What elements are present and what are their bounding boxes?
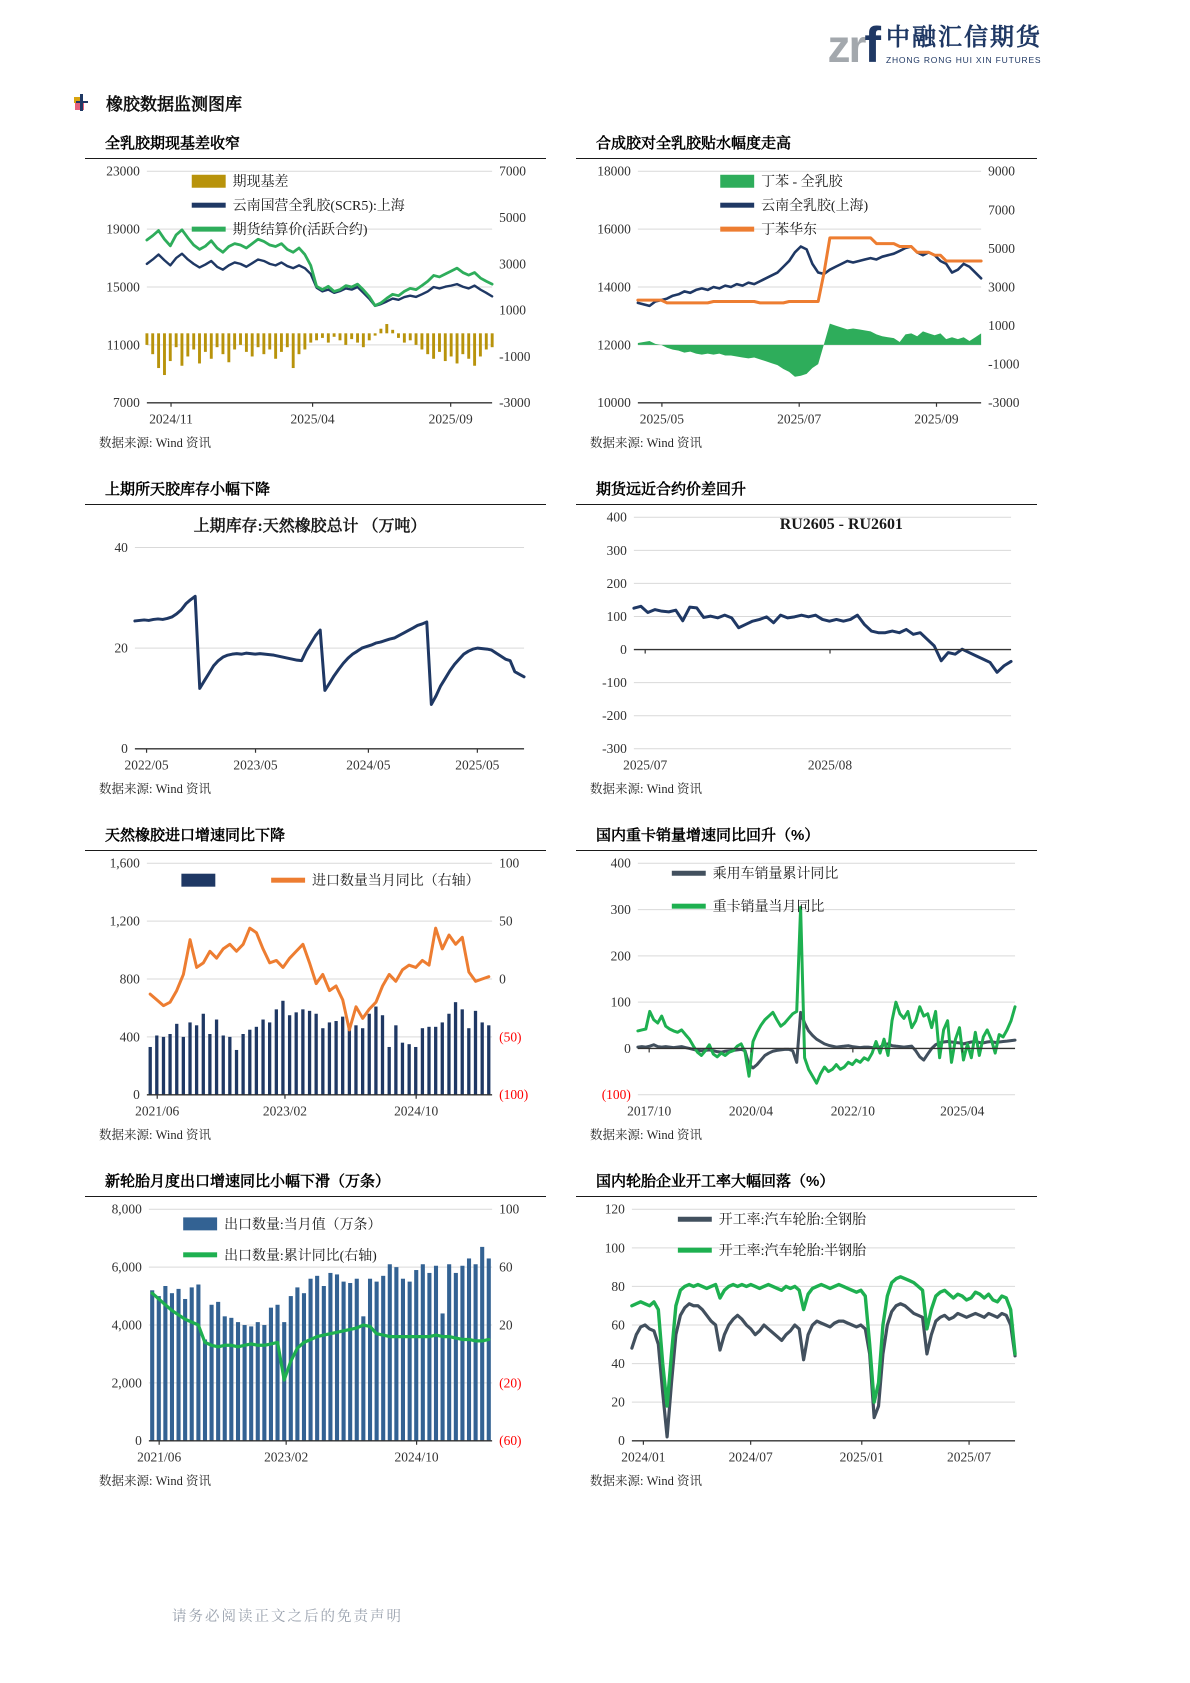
chart-plot [85,161,546,429]
bar-series [145,324,493,375]
svg-text:-3000: -3000 [499,395,531,411]
svg-text:16000: 16000 [597,221,631,237]
section-header [74,90,242,115]
svg-text:2022/05: 2022/05 [124,757,169,773]
svg-text:100: 100 [604,1240,625,1256]
svg-text:-200: -200 [602,708,627,724]
svg-text:2,000: 2,000 [111,1375,142,1391]
svg-text:0: 0 [133,1087,140,1103]
svg-text:RU2605 - RU2601: RU2605 - RU2601 [779,516,903,534]
svg-text:20: 20 [611,1394,625,1410]
svg-text:2024/07: 2024/07 [728,1449,773,1465]
svg-text:-1000: -1000 [988,356,1020,372]
line-series [147,254,492,306]
svg-text:2024/10: 2024/10 [394,1449,439,1465]
svg-text:100: 100 [499,855,520,871]
svg-text:进口数量当月同比（右轴）: 进口数量当月同比（右轴） [312,874,480,890]
data-source: 数据来源: Wind 资讯 [590,436,702,450]
svg-text:5000: 5000 [988,240,1016,256]
svg-text:40: 40 [611,1356,625,1372]
svg-text:23000: 23000 [106,163,140,179]
svg-text:0: 0 [620,642,627,658]
svg-text:15000: 15000 [106,279,140,295]
svg-text:100: 100 [499,1201,520,1217]
svg-text:丁苯 - 全乳胶: 丁苯 - 全乳胶 [761,175,843,191]
chart-plot [85,1199,546,1467]
chart-plot [576,161,1037,429]
chart-shfe-inventory [85,480,546,797]
chart-canvas [576,507,1037,775]
logo-chinese-name: 中融汇信期货 [886,24,1042,51]
svg-text:0: 0 [499,971,506,987]
svg-text:(50): (50) [499,1029,522,1045]
line-series [638,247,981,306]
svg-text:60: 60 [611,1317,625,1333]
svg-text:1,200: 1,200 [109,913,140,929]
svg-text:云南国营全乳胶(SCR5):上海: 云南国营全乳胶(SCR5):上海 [232,199,405,215]
svg-text:2025/09: 2025/09 [428,411,473,427]
svg-text:7000: 7000 [112,395,140,411]
section-bullet-icon [74,94,90,112]
svg-text:开工率:汽车轮胎:半钢胎: 开工率:汽车轮胎:半钢胎 [718,1244,867,1260]
svg-text:200: 200 [606,575,627,591]
svg-text:2024/05: 2024/05 [346,757,391,773]
svg-text:(100): (100) [499,1087,529,1103]
svg-text:400: 400 [610,855,631,871]
line-series [632,1277,1015,1406]
svg-text:2023/05: 2023/05 [233,757,278,773]
svg-text:12000: 12000 [597,337,631,353]
svg-text:-100: -100 [602,675,627,691]
svg-text:3000: 3000 [988,279,1016,295]
svg-text:1,600: 1,600 [109,855,140,871]
svg-text:0: 0 [624,1040,631,1056]
data-source: 数据来源: Wind 资讯 [99,782,211,796]
svg-text:(20): (20) [499,1375,522,1391]
logo-f-letter: f [864,17,879,73]
svg-text:60: 60 [499,1259,513,1275]
svg-text:2021/06: 2021/06 [135,1103,180,1119]
chart-canvas [85,853,546,1121]
svg-text:2024/01: 2024/01 [621,1449,666,1465]
charts-grid [85,134,1037,1489]
svg-text:400: 400 [606,509,627,525]
svg-text:2025/05: 2025/05 [455,757,500,773]
svg-text:1000: 1000 [988,318,1016,334]
svg-text:9000: 9000 [988,163,1016,179]
svg-text:4,000: 4,000 [111,1317,142,1333]
chart-canvas [85,1199,546,1467]
svg-text:80: 80 [611,1278,625,1294]
svg-text:-1000: -1000 [499,348,531,364]
svg-text:云南全乳胶(上海): 云南全乳胶(上海) [761,199,869,215]
data-source: 数据来源: Wind 资讯 [590,1474,702,1488]
svg-text:乘用车销量累计同比: 乘用车销量累计同比 [712,867,839,883]
svg-text:2023/02: 2023/02 [264,1449,309,1465]
svg-text:2024/11: 2024/11 [149,411,193,427]
svg-text:0: 0 [618,1433,625,1449]
chart-futures-spread [576,480,1037,797]
svg-text:期现基差: 期现基差 [232,175,289,191]
svg-text:2025/08: 2025/08 [807,757,853,773]
svg-text:(100): (100) [601,1087,631,1103]
svg-text:10000: 10000 [597,395,631,411]
data-source: 数据来源: Wind 资讯 [99,1474,211,1488]
data-source: 数据来源: Wind 资讯 [99,1128,211,1142]
chart-title: 上期所天胶库存小幅下降 [105,481,271,498]
svg-text:2017/10: 2017/10 [627,1103,672,1119]
svg-text:400: 400 [119,1029,140,1045]
chart-title: 国内轮胎企业开工率大幅回落（%） [596,1173,835,1190]
svg-text:0: 0 [121,741,128,757]
svg-text:2025/04: 2025/04 [940,1103,985,1119]
svg-text:5000: 5000 [499,210,527,226]
svg-text:20: 20 [114,640,128,656]
chart-plot [85,507,546,775]
svg-text:11000: 11000 [106,337,140,353]
svg-text:出口数量:当月值（万条）: 出口数量:当月值（万条） [224,1217,382,1233]
svg-text:-3000: -3000 [988,395,1020,411]
chart-title: 新轮胎月度出口增速同比小幅下滑（万条） [105,1173,391,1190]
bar-series [150,1247,491,1441]
data-source: 数据来源: Wind 资讯 [590,1128,702,1142]
chart-title: 全乳胶期现基差收窄 [105,135,241,152]
chart-tire-exports [85,1172,546,1489]
svg-text:出口数量:累计同比(右轴): 出口数量:累计同比(右轴) [224,1248,377,1264]
line-series [638,907,1015,1083]
title-rule [85,504,546,505]
chart-plot [576,507,1037,775]
chart-canvas [85,161,546,429]
chart-canvas [576,161,1037,429]
title-rule [576,504,1037,505]
disclaimer-footer: 请务必阅读正文之后的免责声明 [172,1609,403,1625]
title-rule [576,850,1037,851]
svg-text:120: 120 [604,1201,625,1217]
svg-text:2021/06: 2021/06 [137,1449,182,1465]
chart-canvas [576,853,1037,1121]
company-logo [827,17,1042,73]
svg-text:重卡销量当月同比: 重卡销量当月同比 [712,900,825,916]
svg-text:18000: 18000 [597,163,631,179]
svg-text:300: 300 [606,542,627,558]
svg-text:40: 40 [114,539,128,555]
chart-title: 天然橡胶进口增速同比下降 [105,827,286,844]
chart-plot [85,853,546,1121]
svg-text:8,000: 8,000 [111,1201,142,1217]
svg-text:2023/02: 2023/02 [262,1103,308,1119]
svg-text:2025/07: 2025/07 [946,1449,992,1465]
chart-basis-narrowing [85,134,546,451]
logo-english-name: ZHONG RONG HUI XIN FUTURES [886,54,1042,65]
chart-title: 期货远近合约价差回升 [596,481,747,498]
svg-text:2020/04: 2020/04 [728,1103,774,1119]
line-series [135,596,524,704]
svg-text:2025/04: 2025/04 [290,411,335,427]
chart-operating-rate [576,1172,1037,1489]
line-series [638,1012,1015,1068]
title-rule [85,158,546,159]
svg-text:丁苯华东: 丁苯华东 [761,223,817,239]
chart-plot [576,1199,1037,1467]
data-source: 数据来源: Wind 资讯 [99,436,211,450]
svg-text:2025/07: 2025/07 [623,757,668,773]
svg-text:2024/10: 2024/10 [394,1103,439,1119]
logo-zr-letters: zr [827,20,865,72]
area-series [638,324,981,377]
data-source: 数据来源: Wind 资讯 [590,782,702,796]
chart-canvas [85,507,546,775]
svg-text:2025/07: 2025/07 [777,411,822,427]
svg-text:14000: 14000 [597,279,631,295]
svg-text:(60): (60) [499,1433,522,1449]
svg-text:3000: 3000 [499,256,527,272]
section-title: 橡胶数据监测图库 [106,95,242,114]
svg-text:200: 200 [610,948,631,964]
svg-text:300: 300 [610,902,631,918]
logo-zrf-mark [827,17,879,73]
svg-text:50: 50 [499,913,513,929]
chart-plot [576,853,1037,1121]
svg-text:2025/05: 2025/05 [639,411,684,427]
line-series [152,1293,489,1380]
svg-text:上期库存:天然橡胶总计 （万吨）: 上期库存:天然橡胶总计 （万吨） [193,518,427,536]
title-rule [576,158,1037,159]
chart-synthetic-discount [576,134,1037,451]
chart-truck-sales [576,826,1037,1143]
title-rule [576,1196,1037,1197]
svg-text:1000: 1000 [499,302,527,318]
svg-text:20: 20 [499,1317,513,1333]
chart-canvas [576,1199,1037,1467]
svg-text:0: 0 [135,1433,142,1449]
svg-text:期货结算价(活跃合约): 期货结算价(活跃合约) [232,223,368,239]
svg-text:800: 800 [119,971,140,987]
svg-text:2025/01: 2025/01 [839,1449,884,1465]
svg-text:7000: 7000 [499,163,527,179]
svg-text:2022/10: 2022/10 [830,1103,875,1119]
chart-title: 国内重卡销量增速同比回升（%） [596,827,820,844]
line-series [632,1304,1015,1437]
svg-text:7000: 7000 [988,202,1016,218]
title-rule [85,1196,546,1197]
bar-series [149,1001,491,1095]
svg-text:2025/09: 2025/09 [914,411,959,427]
chart-title: 合成胶对全乳胶贴水幅度走高 [596,135,792,152]
title-rule [85,850,546,851]
svg-text:-300: -300 [602,741,627,757]
svg-text:6,000: 6,000 [111,1259,142,1275]
svg-text:开工率:汽车轮胎:全钢胎: 开工率:汽车轮胎:全钢胎 [718,1213,867,1229]
chart-nr-imports [85,826,546,1143]
svg-text:100: 100 [610,994,631,1010]
svg-text:19000: 19000 [106,221,140,237]
svg-text:100: 100 [606,608,627,624]
logo-text-block [886,24,1042,65]
